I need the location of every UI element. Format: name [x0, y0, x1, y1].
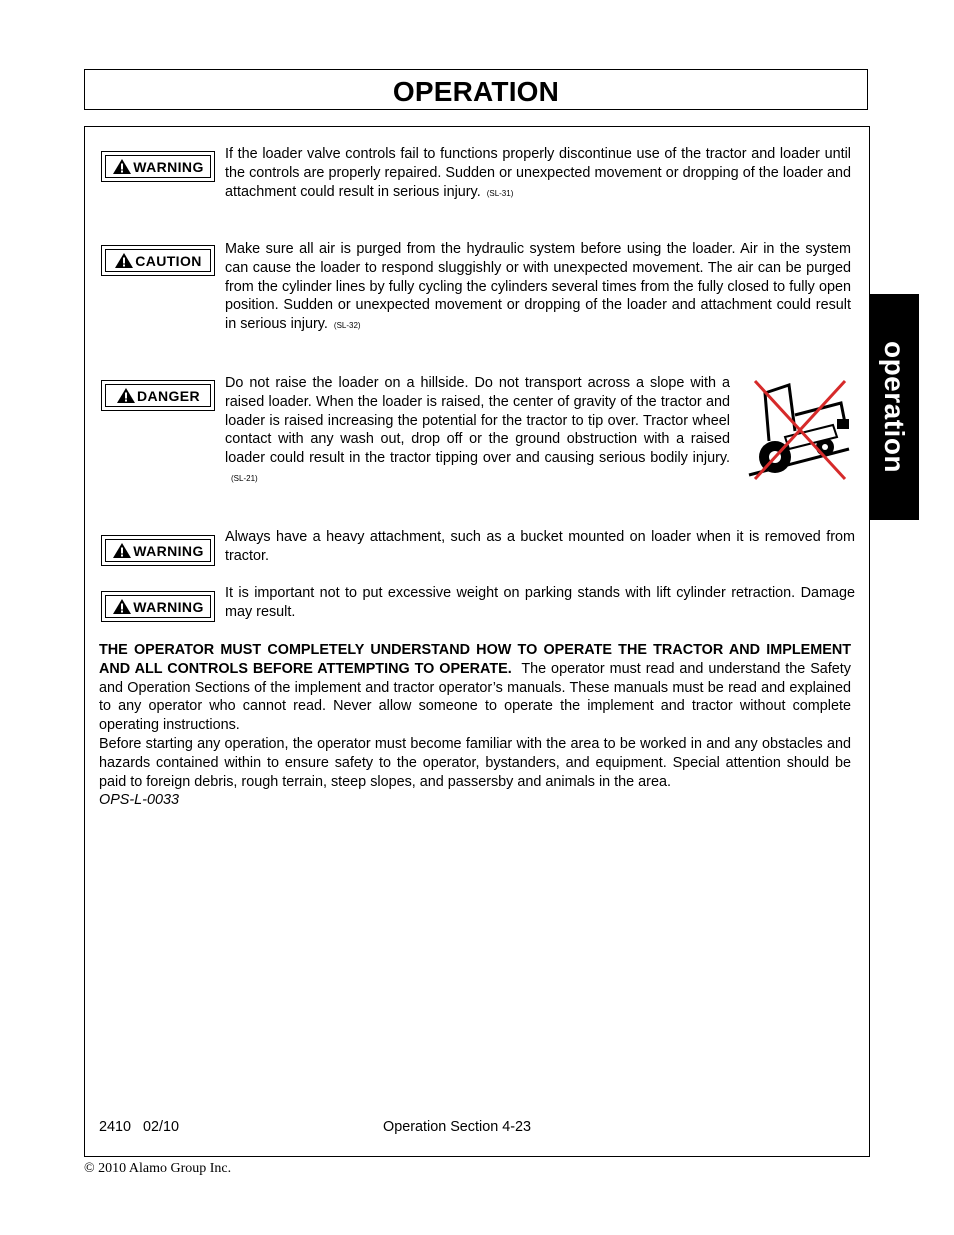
ops-code: OPS-L-0033: [99, 792, 179, 809]
notice-text: If the loader valve controls fail to functions properly discontinue use of the tractor and loader until the controls are properly repaired. Sudden or unexpected movement or dropping of the loader and attachment could result in serious injury. (SL-31): [225, 146, 851, 200]
copyright: © 2010 Alamo Group Inc.: [84, 1161, 232, 1176]
side-tab-label: operation: [879, 340, 910, 474]
caution-badge: [101, 245, 215, 276]
danger-badge: [101, 380, 215, 411]
badge-label: WARNING: [133, 542, 204, 559]
notice-text: It is important not to put excessive weight on parking stands with lift cylinder retraction. Damage may result.: [225, 585, 855, 620]
bold-lead: THE OPERATOR MUST COMPLETELY UNDERSTAND HOW TO OPERATE THE TRACTOR AND IMPLEMENT AND ALL CONTROLS BEFORE ATTEMPTING TO OPERATE.: [99, 642, 851, 677]
badge-label: CAUTION: [135, 252, 202, 269]
no-tractor-on-slope-icon: [745, 375, 852, 485]
instructions-paragraph: [99, 641, 851, 735]
notice-text: Do not raise the loader on a hillside. Do not transport across a slope with a raised loader. When the loader is raised, the center of gravity of the tractor and loader is raised increasing the potential for the tractor to tip over. Tractor wheel contact with any wash out, drop off or the ground obstruction with a raised loader could result in the tractor tipping over and causing serious bodily injury.(SL-21): [225, 375, 730, 483]
notice-text: Always have a heavy attachment, such as a bucket mounted on loader when it is removed from tractor.: [225, 529, 855, 564]
warning-badge: [101, 591, 215, 622]
footer-section: Operation Section 4-23: [383, 1119, 531, 1135]
area-familiarity-paragraph: Before starting any operation, the operator must become familiar with the area to be worked in and any obstacles and hazards contained within to ensure safety to the operator, bystanders, and equipment. Special attention should be paid to foreign debris, rough terrain, steep slopes, and passersby and animals in the area.: [99, 735, 851, 790]
warning-triangle-icon: [112, 598, 132, 615]
warning-triangle-icon: [116, 387, 136, 404]
paragraph-text: The operator must read and understand the Safety and Operation Sections of the implement and tractor operator’s manuals. These manuals must be read and explained to any operator who cannot read. Never allow someone to operate the implement and tractor without complete operating instructions.: [99, 660, 851, 734]
warning-badge: [101, 535, 215, 566]
badge-label: WARNING: [133, 158, 204, 175]
footer-model-date: 2410 02/10: [99, 1119, 180, 1135]
warning-triangle-icon: [114, 252, 134, 269]
page-header: [84, 69, 868, 110]
warning-badge: [101, 151, 215, 182]
section-side-tab: [869, 294, 919, 520]
badge-label: WARNING: [133, 598, 204, 615]
page-title: OPERATION: [392, 76, 560, 107]
notice-text: Make sure all air is purged from the hydraulic system before using the loader. Air in the system can cause the loader to respond sluggishly or with unexpected movement. The air can be purged from the cylinder lines by fully cycling the cylinders several times from the fully closed to fully open position. Sudden or unexpected movement or dropping of the loader and attachment could result in serious injury. (SL-32): [225, 241, 851, 333]
badge-label: DANGER: [136, 387, 201, 404]
warning-triangle-icon: [112, 542, 132, 559]
warning-triangle-icon: [112, 158, 132, 175]
operator-instructions: [99, 641, 851, 810]
